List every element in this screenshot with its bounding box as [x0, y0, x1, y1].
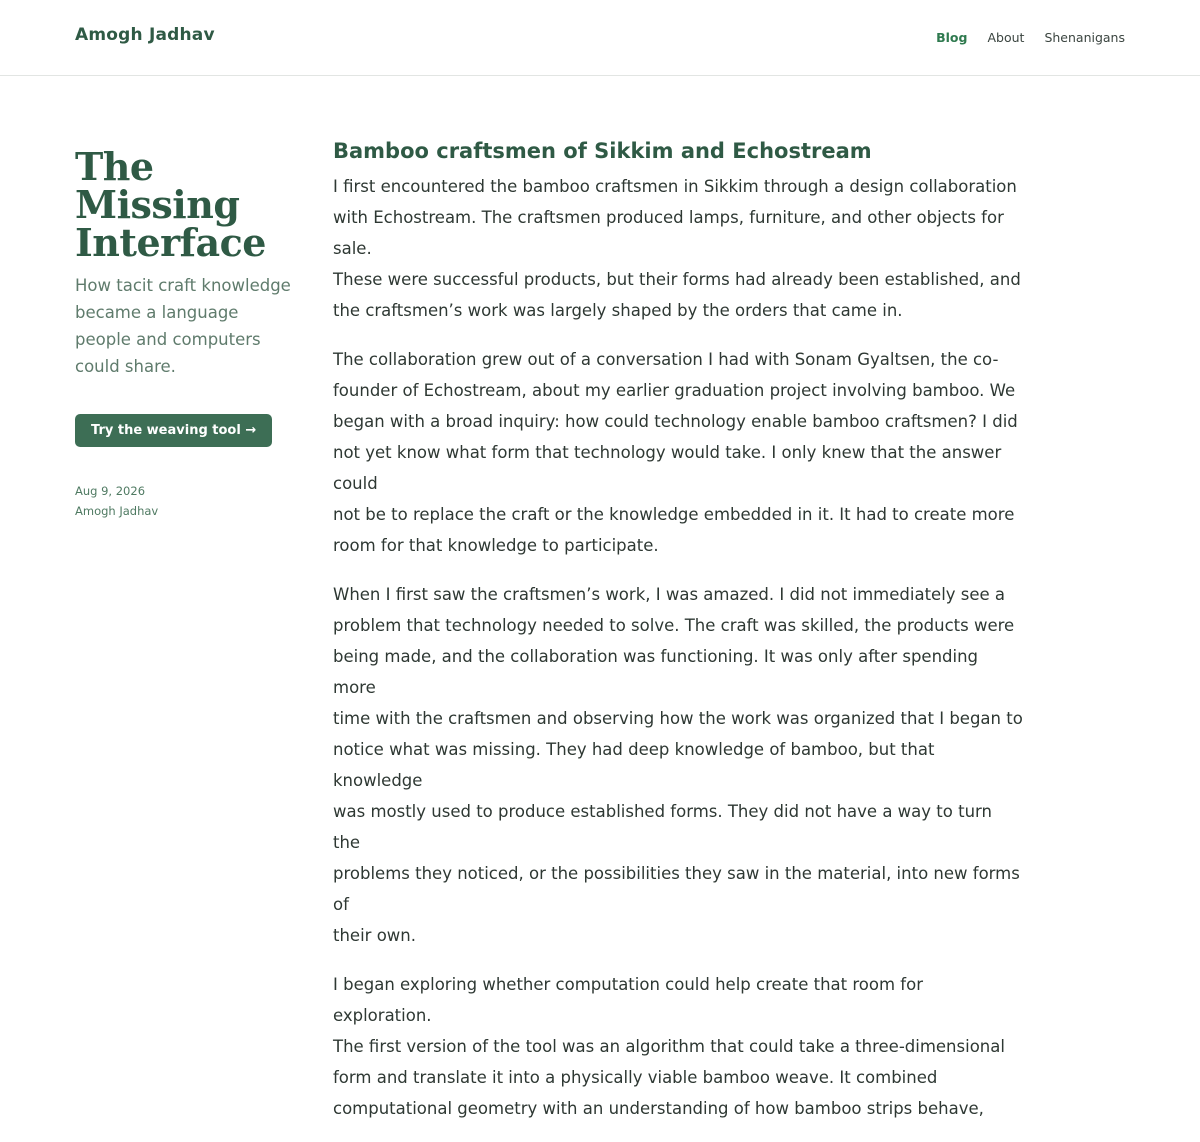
paragraph-line: When I first saw the craftsmen’s work, I was amazed. I did not immediately see a: [333, 585, 1006, 604]
post-sidebar: [75, 144, 300, 521]
paragraph-line: not yet know what form that technology would take. I only knew that the answer could: [333, 443, 1002, 493]
paragraph-line: These were successful products, but their forms had already been established, and: [333, 270, 1021, 289]
post-meta: [75, 481, 300, 521]
main-nav: [936, 30, 1125, 45]
article-paragraph: [333, 171, 1023, 326]
post-author: Amogh Jadhav: [75, 504, 159, 518]
site-header: [0, 0, 1200, 76]
paragraph-line: problem that technology needed to solve. The craft was skilled, the products were: [333, 616, 1015, 635]
nav-shenanigans[interactable]: Shenanigans: [1044, 30, 1125, 45]
paragraph-line: computational geometry with an understanding of how bamboo strips behave,: [333, 1099, 984, 1118]
paragraph-line: room for that knowledge to participate.: [333, 536, 659, 555]
article-paragraph: [333, 969, 1023, 1124]
paragraph-line: I began exploring whether computation could help create that room for exploration.: [333, 975, 923, 1025]
section-heading: Bamboo craftsmen of Sikkim and Echostream: [333, 139, 872, 163]
paragraph-line: The first version of the tool was an algorithm that could take a three-dimensional: [333, 1037, 1005, 1056]
paragraph-line: was mostly used to produce established forms. They did not have a way to turn the: [333, 802, 992, 852]
paragraph-line: being made, and the collaboration was functioning. It was only after spending more: [333, 647, 979, 697]
paragraph-line: founder of Echostream, about my earlier graduation project involving bamboo. We: [333, 381, 1016, 400]
subtitle-line: people and computers: [75, 330, 261, 349]
paragraph-line: their own.: [333, 926, 416, 945]
paragraph-line: not be to replace the craft or the knowledge embedded in it. It had to create more: [333, 505, 1015, 524]
subtitle-line: How tacit craft knowledge: [75, 276, 291, 295]
site-name-link[interactable]: Amogh Jadhav: [75, 25, 215, 45]
post-title: [75, 144, 300, 265]
paragraph-line: The collaboration grew out of a conversation I had with Sonam Gyaltsen, the co-: [333, 350, 999, 369]
post-title-line: Interface: [75, 220, 266, 265]
nav-about[interactable]: About: [987, 30, 1025, 45]
subtitle-line: could share.: [75, 357, 176, 376]
article-paragraph: [333, 579, 1023, 951]
post-title-line: Missing: [75, 182, 240, 227]
post-title-line: The: [75, 144, 154, 189]
paragraph-line: problems they noticed, or the possibilities they saw in the material, into new forms of: [333, 864, 1020, 914]
article-paragraph: [333, 344, 1023, 561]
paragraph-line: with Echostream. The craftsmen produced lamps, furniture, and other objects for sale.: [333, 208, 1004, 258]
post-date: Aug 9, 2026: [75, 484, 146, 498]
paragraph-line: form and translate it into a physically viable bamboo weave. It combined: [333, 1068, 938, 1087]
subtitle-line: became a language: [75, 303, 239, 322]
paragraph-line: the craftsmen’s work was largely shaped by the orders that came in.: [333, 301, 903, 320]
try-weaving-tool-button[interactable]: Try the weaving tool →: [75, 414, 272, 447]
nav-blog[interactable]: Blog: [936, 30, 968, 45]
paragraph-line: notice what was missing. They had deep knowledge of bamboo, but that knowledge: [333, 740, 935, 790]
post-subtitle: [75, 272, 300, 380]
paragraph-line: I first encountered the bamboo craftsmen in Sikkim through a design collaboration: [333, 177, 1017, 196]
article-body: [333, 136, 1023, 1142]
paragraph-line: time with the craftsmen and observing how the work was organized that I began to: [333, 709, 1023, 728]
paragraph-line: began with a broad inquiry: how could technology enable bamboo craftsmen? I did: [333, 412, 1018, 431]
